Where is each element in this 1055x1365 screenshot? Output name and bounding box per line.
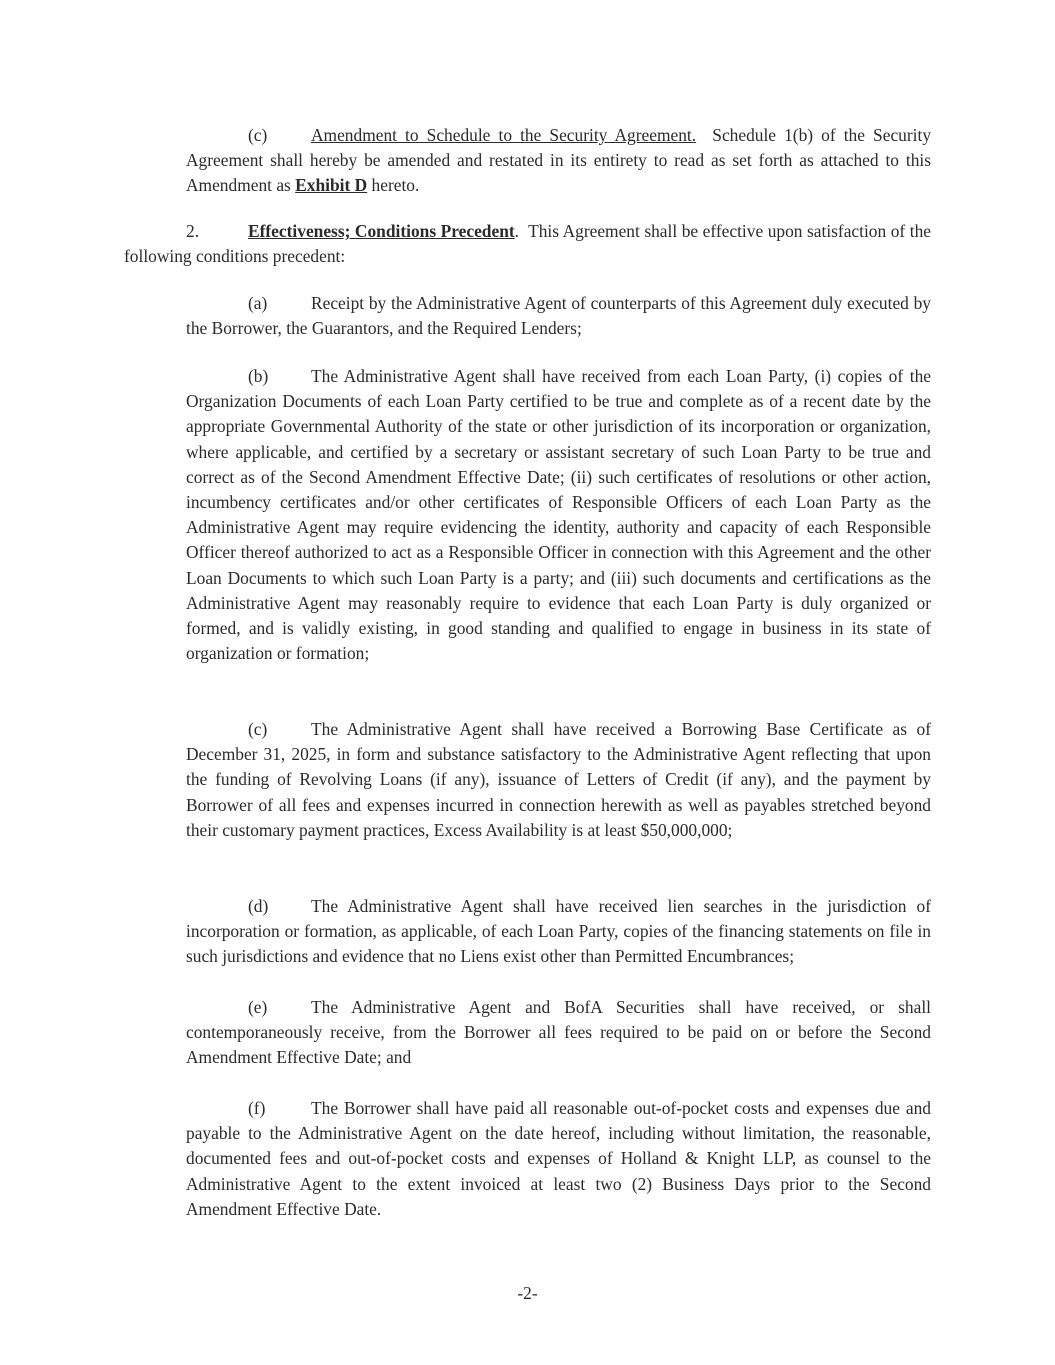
section-number: 2.: [186, 221, 200, 241]
heading-punctuation: .: [514, 221, 520, 241]
condition-label: (a): [248, 293, 268, 313]
condition-text: The Administrative Agent shall have received a Borrowing Base Certificate as of December 31, 2025, in form and substance satisfactory to the Administrative Agent reflecting that upon the funding of Revolving Loans (if any), issuance of Letters of Credit (if any), and the payment by Borrower of all fees and expenses incurred in connection herewith as well as payables stretched beyond their customary payment practices, Excess Availability is at least $50,000,000;: [186, 719, 931, 840]
condition-text: The Administrative Agent shall have received from each Loan Party, (i) copies of the Organization Documents of each Loan Party certified to be true and complete as of a recent date by the appropriate Governmental Authority of the state or other jurisdiction of its incorporation or organization, where applicable, and certified by a secretary or assistant secretary of such Loan Party to be true and correct as of the Second Amendment Effective Date; (ii) such certificates of resolutions or other action, incumbency certificates and/or other certificates of Responsible Officers of each Loan Party as the Administrative Agent may require evidencing the identity, authority and capacity of each Responsible Officer thereof authorized to act as a Responsible Officer in connection with this Agreement and the other Loan Documents to which such Loan Party is a party; and (iii) such documents and certifications as the Administrative Agent may reasonably require to evidence that each Loan Party is duly organized or formed, and is validly existing, in good standing and qualified to engage in business in its state of organization or formation;: [186, 366, 931, 664]
condition-c: [186, 717, 931, 843]
condition-b: [186, 364, 931, 666]
condition-text: The Administrative Agent and BofA Securities shall have received, or shall contemporaneously receive, from the Borrower all fees required to be paid on or before the Second Amendment Effective Date; and: [186, 997, 931, 1068]
exhibit-reference: Exhibit D: [295, 175, 368, 196]
section-text: hereto.: [371, 175, 420, 196]
section-label: (c): [248, 125, 268, 145]
page-number: -2-: [517, 1283, 538, 1303]
condition-label: (e): [248, 997, 268, 1017]
section-text: Schedule 1(b) of the Security Agreement shall hereby be amended and restated in its entirety to read as set forth as attached to this Amendment as: [186, 125, 932, 196]
section-2: [124, 219, 931, 269]
condition-label: (c): [248, 719, 268, 739]
condition-a: [186, 291, 931, 341]
condition-label: (b): [248, 366, 269, 386]
condition-text: The Borrower shall have paid all reasonable out-of-pocket costs and expenses due and payable to the Administrative Agent on the date hereof, including without limitation, the reasonable, documented fees and out-of-pocket costs and expenses of Holland & Knight LLP, as counsel to the Administrative Agent to the extent invoiced at least two (2) Business Days prior to the Second Amendment Effective Date.: [186, 1098, 931, 1219]
condition-text: Receipt by the Administrative Agent of counterparts of this Agreement duly executed by the Borrower, the Guarantors, and the Required Lenders;: [186, 293, 931, 339]
section-text: This Agreement shall be effective upon satisfaction of the following conditions precedent:: [124, 221, 931, 267]
condition-label: (f): [248, 1098, 266, 1118]
condition-f: [186, 1096, 931, 1222]
condition-label: (d): [248, 896, 269, 916]
section-heading: Effectiveness; Conditions Precedent: [248, 221, 515, 241]
condition-text: The Administrative Agent shall have received lien searches in the jurisdiction of incorporation or formation, as applicable, of each Loan Party, copies of the financing statements on file in such jurisdictions and evidence that no Liens exist other than Permitted Encumbrances;: [186, 896, 931, 967]
condition-d: [186, 894, 931, 970]
section-1c: [186, 123, 931, 199]
condition-e: [186, 995, 931, 1071]
section-heading: Amendment to Schedule to the Security Agreement.: [311, 125, 697, 145]
